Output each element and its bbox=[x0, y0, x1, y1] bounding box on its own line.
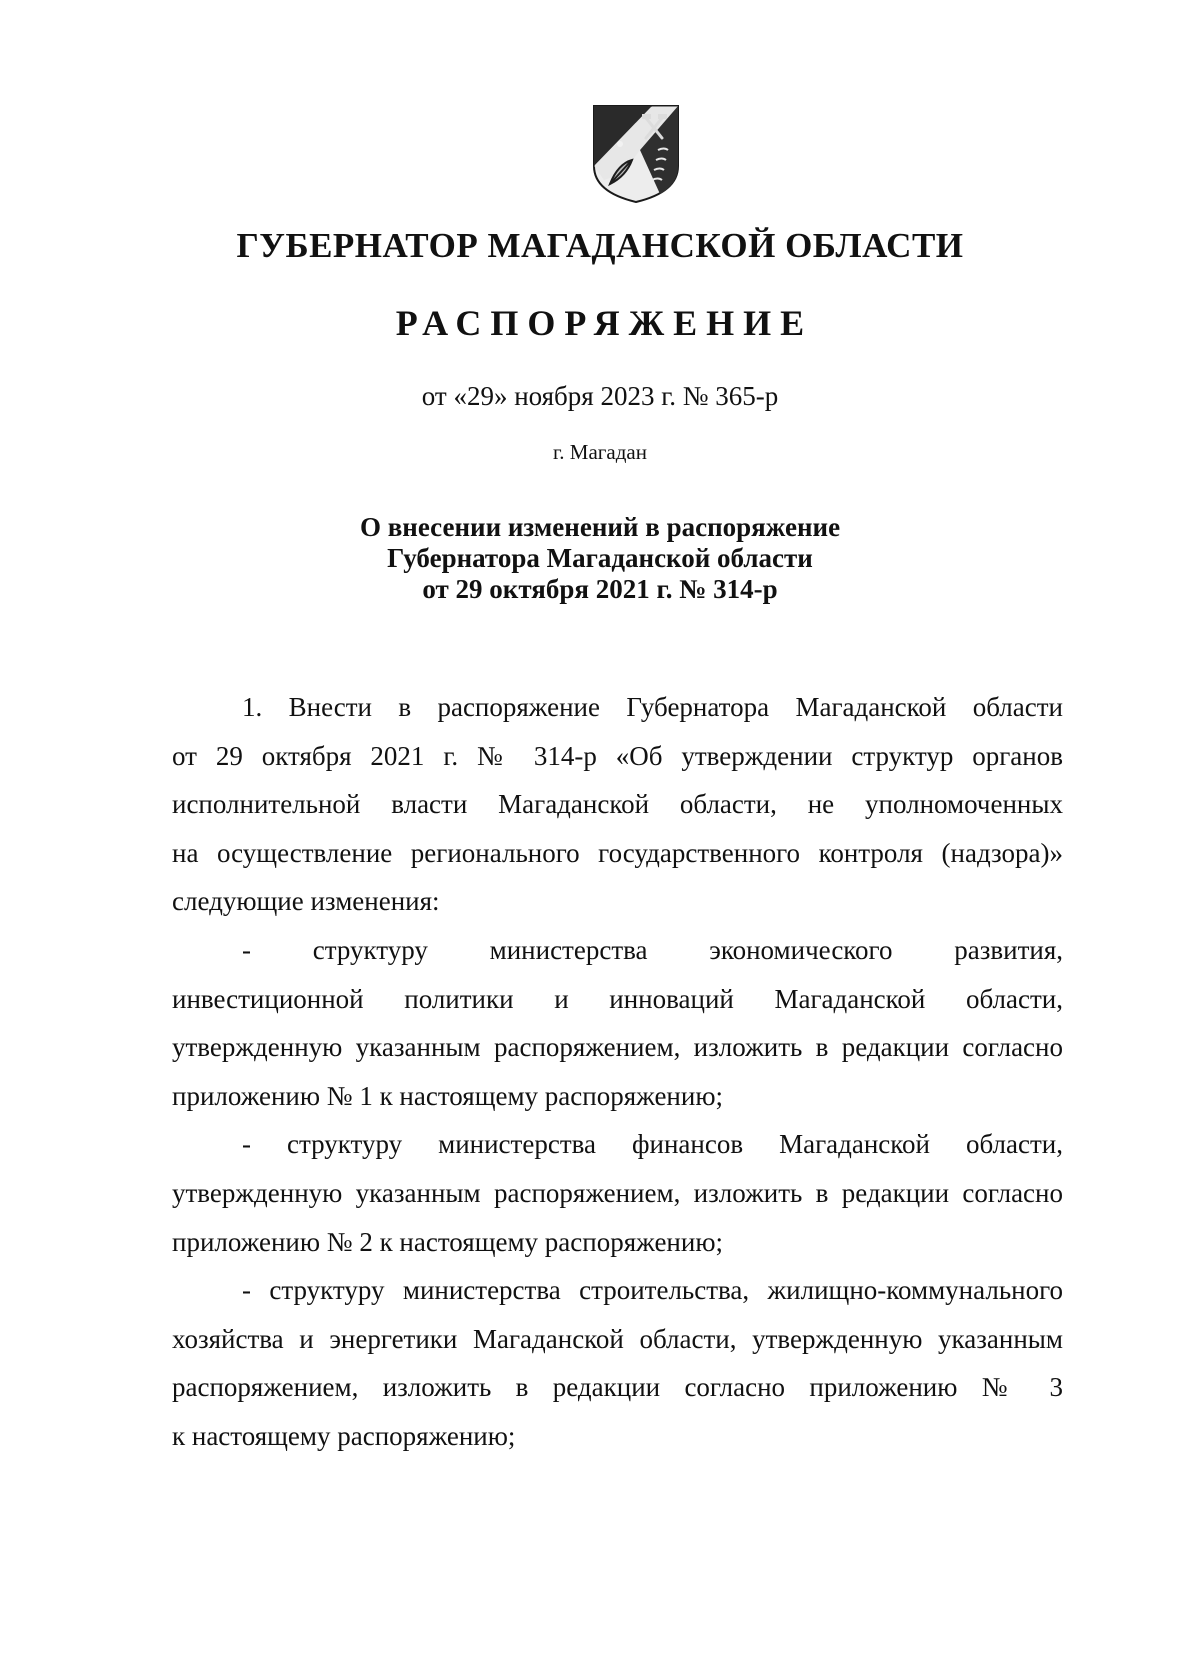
paragraph-2-line: - структуру министерства экономического развития, bbox=[242, 934, 1063, 965]
paragraph-3-line: - структуру министерства финансов Магаданской области, bbox=[242, 1129, 1063, 1160]
title-line: О внесении изменений в распоряжение bbox=[359, 512, 841, 542]
paragraph-2-line: приложению № 1 к настоящему распоряжению; bbox=[172, 1080, 723, 1111]
document-date-number: от «29» ноября 2023 г. № 365-р bbox=[421, 381, 779, 411]
paragraph-1-line: на осуществление регионального государственного контроля (надзора)» bbox=[172, 837, 1063, 868]
title-line: от 29 октября 2021 г. № 314-р bbox=[422, 574, 778, 604]
document-place: г. Магадан bbox=[553, 440, 647, 464]
paragraph-1-line: 1. Внести в распоряжение Губернатора Магаданской области bbox=[242, 692, 1063, 722]
paragraph-3-line: приложению № 2 к настоящему распоряжению; bbox=[172, 1226, 723, 1257]
document-type-heading: РАСПОРЯЖЕНИЕ bbox=[395, 303, 814, 343]
paragraph-4-line: к настоящему распоряжению; bbox=[172, 1420, 516, 1451]
paragraph-1-line: следующие изменения: bbox=[172, 886, 440, 917]
paragraph-2-line: утвержденную указанным распоряжением, изложить в редакции согласно bbox=[172, 1032, 1063, 1063]
paragraph-2-line: инвестиционной политики и инноваций Магаданской области, bbox=[172, 983, 1063, 1014]
paragraph-4-line: - структуру министерства строительства, жилищно-коммунального bbox=[242, 1275, 1063, 1306]
document-body bbox=[172, 683, 1063, 1461]
paragraph-3-line: утвержденную указанным распоряжением, изложить в редакции согласно bbox=[172, 1177, 1063, 1208]
paragraph-1-line: от 29 октября 2021 г. № 314-р «Об утверждении структур органов bbox=[172, 740, 1063, 771]
issuing-authority-heading: ГУБЕРНАТОР МАГАДАНСКОЙ ОБЛАСТИ bbox=[236, 226, 964, 265]
title-line: Губернатора Магаданской области bbox=[387, 543, 813, 573]
document-title bbox=[0, 512, 1200, 605]
paragraph-4-line: распоряжением, изложить в редакции согласно приложению № 3 bbox=[172, 1372, 1063, 1403]
paragraph-1-line: исполнительной власти Магаданской области, не уполномоченных bbox=[172, 789, 1063, 820]
paragraph-4-line: хозяйства и энергетики Магаданской области, утвержденную указанным bbox=[172, 1323, 1063, 1354]
coat-of-arms-icon bbox=[592, 104, 680, 204]
